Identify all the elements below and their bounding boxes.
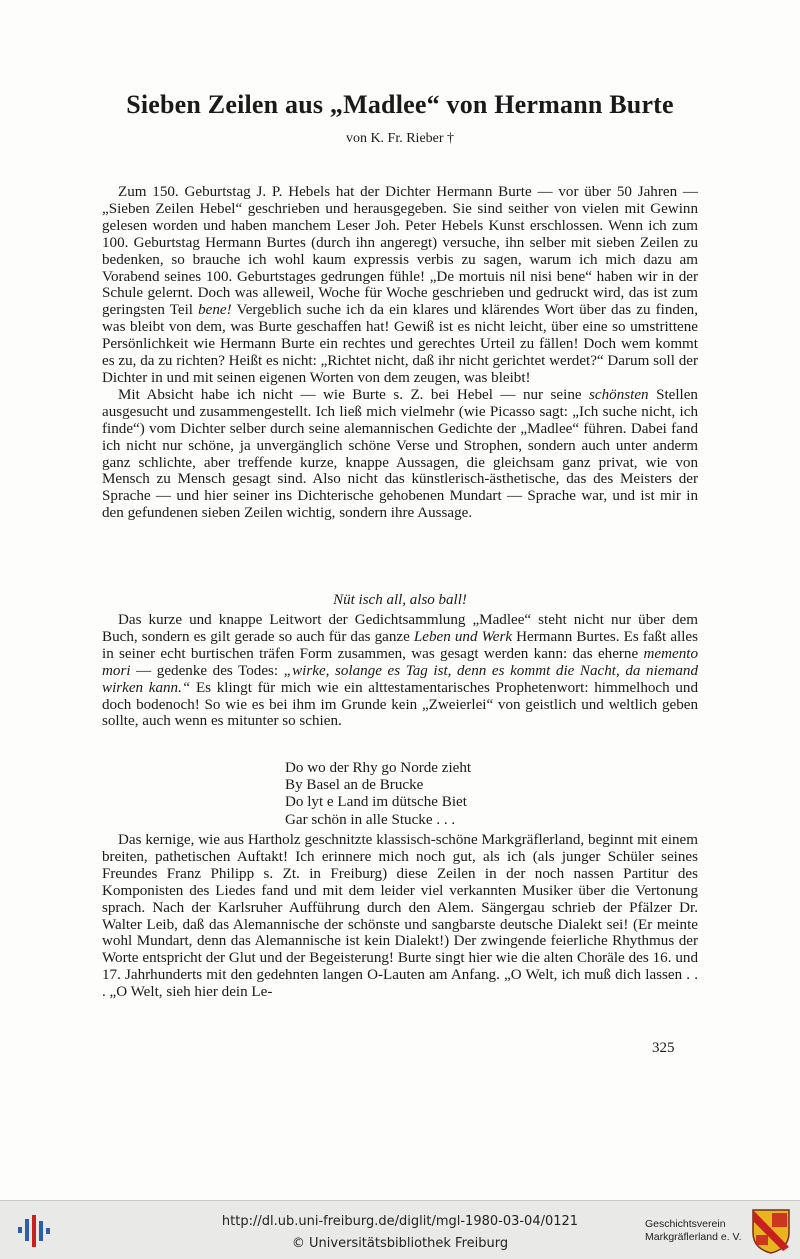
document-url[interactable]: http://dl.ub.uni-freiburg.de/diglit/mgl-1980-03-04/0121: [221, 1214, 579, 1229]
poem-line: By Basel an de Brucke: [285, 777, 424, 794]
body-section-1: [102, 184, 698, 522]
article-title: Sieben Zeilen aus „Madlee“ von Hermann Burte: [126, 90, 674, 119]
poem-line: Do lyt e Land im dütsche Biet: [285, 794, 467, 811]
poem-line: Gar schön in alle Stucke . . .: [285, 811, 456, 828]
viewer-footer: [0, 1200, 800, 1259]
page-number: 325: [652, 1040, 675, 1056]
copyright-notice: © Universitätsbibliothek Freiburg: [291, 1236, 509, 1251]
paragraph-3: Das kurze und knappe Leitwort der Gedichtsammlung „Madlee“ steht nicht nur über dem Buch, sondern es gilt gerade so auch für das ganze Leben und Werk Hermann Burtes. Es faßt alles in seiner echt burtischen träfen Form zusammen, was gesagt werden kann: das eherne memento mori — gedenke des Todes: „wirke, solange es Tag ist, denn es kommt die Nacht, da niemand wirken kann.“ Es klingt für mich wie ein alttestamentarisches Prophetenwort: himmelhoch und doch bodenoch! So wie es bei ihm im Grunde kein „Zweierlei“ von geistlich und weltlich geben sollte, auch wenn es mitunter so schien.: [102, 612, 699, 730]
article-author: von K. Fr. Rieber †: [345, 131, 455, 146]
motto: Nüt isch all, also ball!: [333, 592, 467, 608]
body-section-2: [102, 612, 698, 730]
society-name: Geschichtsverein Markgräflerland e. V.: [645, 1218, 742, 1243]
poem: [285, 760, 471, 829]
coat-of-arms-icon[interactable]: [750, 1207, 792, 1255]
body-section-3: [102, 832, 698, 1001]
poem-line: Do wo der Rhy go Norde zieht: [285, 760, 472, 776]
paragraph-2: Mit Absicht habe ich nicht — wie Burte s. Z. bei Hebel — nur seine schönsten Stellen ausgesucht und zusammengestellt. Ich ließ mich vielmehr (wie Picasso sagt: „Ich suche nicht, ich finde“) vom Dichter selber durch seine alemannischen Gedichte der „Madlee“ führen. Dabei fand ich nicht nur schöne, ja unvergänglich schöne Verse und Strophen, sondern auch unter anderm ganz schlichte, aber treffende kurze, knappe Aussagen, die gleichsam ganz privat, wie von Mensch zu Mensch gesagt sind. Also nicht das künstlerisch-ästhetische, das des Meisters der Sprache — und hier seiner ins Dichterische gehobenen Mundart — Sprache war, und ist mir in den gefundenen sieben Zeilen wichtig, sondern ihre Aussage.: [102, 386, 698, 522]
paragraph-1: Zum 150. Geburtstag J. P. Hebels hat der Dichter Hermann Burte — vor über 50 Jahren — „Sieben Zeilen Hebel“ geschrieben und herausgegeben. Sie sind seither von vielen mit Gewinn gelesen worden und haben manchem Leser Joh. Peter Hebels Kunst erschlossen. Wenn ich zum 100. Geburtstag Hermann Burtes (durch ihn angeregt) versuche, ihn selber mit sieben Zeilen zu bedenken, so brauche ich wohl kaum expressis verbis zu sagen, warum ich mich dazu am Vorabend seines 100. Geburtstages gedrungen fühle! „De mortuis nil nisi bene“ haben wir in der Schule gelernt. Doch was alleweil, Woche für Woche geschrieben und gedruckt wird, das ist zum geringsten Teil bene! Vergeblich suche ich da ein klares und klärendes Wort über das zu finden, was bleibt von dem, was Burte geschaffen hat! Gewiß ist es nicht leicht, über eine so umstrittene Persönlichkeit wie Hermann Burte ein rechtes und gerechtes Urteil zu fällen! Doch wem kommt es zu, da zu richten? Heißt es nicht: „Richtet nicht, daß ihr nicht gerichtet werdet?“ Darum soll der Dichter in und mit seinen eigenen Worten von dem zeugen, was bleibt!: [102, 184, 698, 386]
paragraph-4: Das kernige, wie aus Hartholz geschnitzte klassisch-schöne Markgräflerland, beginnt mit einem breiten, pathetischen Auftakt! Ich erinnere mich noch gut, als ich (als junger Schüler seines Freundes Franz Philipp s. Zt. in Freiburg) diese Zeilen in der noch nassen Partitur des Komponisten des Liedes fand und mit dem leider viel verkannten Musiker über die Vertonung sprach. Nach der Karlsruher Aufführung durch den Alem. Sängergau schrieb der Pfälzer Dr. Walter Leib, daß das Alemannische der schönste und sangbarste deutsche Dialekt sei! (Er meinte wohl Mundart, denn das Alemannische ist kein Dialekt!) Der zwingende feierliche Rhythmus der Worte entspricht der Glut und der Begeisterung! Burte singt hier wie die alten Choräle des 16. und 17. Jahrhunderts mit den gedehnten langen O-Lauten am Anfang. „O Welt, ich muß dich lassen . . . „O Welt, sieh hier dein Le-: [102, 832, 698, 1001]
